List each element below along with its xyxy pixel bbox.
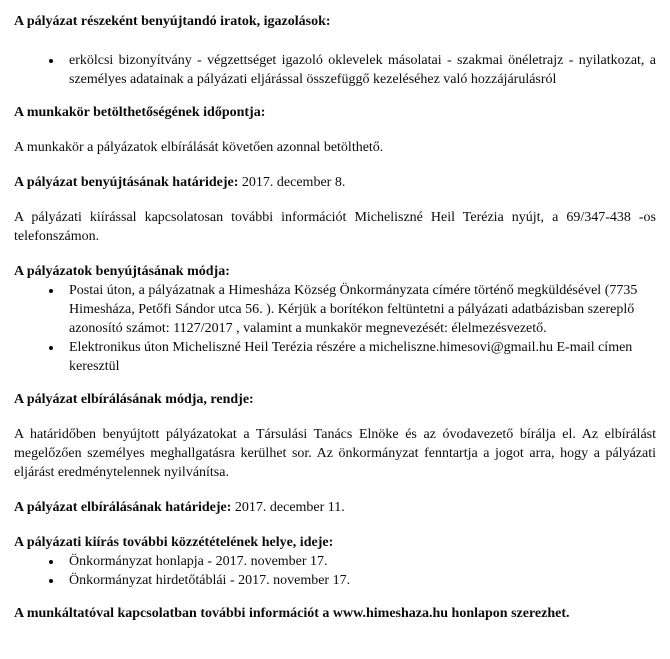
evaluation-deadline-line <box>14 498 656 517</box>
submission-deadline-line <box>14 173 656 192</box>
contact-info-text: A pályázati kiírással kapcsolatosan további információt Micheliszné Heil Terézia nyújt, a 69/347-438 -os telefonszámon. <box>14 210 656 244</box>
list-item: • Önkormányzat honlapja - 2017. november 17. <box>63 552 656 571</box>
section-heading-evaluation: A pályázat elbírálásának módja, rendje: <box>14 392 254 407</box>
evaluation-deadline-label: A pályázat elbírálásának határideje: <box>14 500 232 515</box>
submission-deadline-value: 2017. december 8. <box>238 175 346 190</box>
employer-info-text: A munkáltatóval kapcsolatban további információt a www.himeshaza.hu honlapon szerezhet. <box>14 606 570 621</box>
list-item: • Postai úton, a pályázatnak a Himesháza Község Önkormányzata címére történő megküldésével (7735 Himesháza, Petőfi Sándor utca 56. ). Kérjük a borítékon feltüntetni a pályázati adatbázisban szereplő azonosító számot: 1127/2017 , valamint a munkakör megnevezését: élelmezésvezető. <box>63 281 656 338</box>
publication-list <box>14 552 656 590</box>
submission-method-list <box>14 281 656 376</box>
list-item: • erkölcsi bizonyítvány - végzettséget igazoló oklevelek másolatai - szakmai önéletrajz - nyilatkozat, a személyes adatainak a pályázati eljárással összefüggő kezeléséhez való hozzájárulásról <box>63 51 656 89</box>
list-item: • Önkormányzat hirdetőtáblái - 2017. november 17. <box>63 571 656 590</box>
evaluation-text: A határidőben benyújtott pályázatokat a Társulási Tanács Elnöke és az óvodavezető bírálja el. Az elbírálást megelőzően személyes meghallgatásra kerülhet sor. Az önkormányzat fenntartja a jogot arra, hogy a pályázati eljárást eredménytelennek nyilvánítsa. <box>14 427 656 480</box>
section-heading-required-documents: A pályázat részeként benyújtandó iratok, igazolások: <box>14 14 331 29</box>
section-heading-position-start: A munkakör betölthetőségének időpontja: <box>14 105 266 120</box>
evaluation-deadline-value: 2017. december 11. <box>231 500 345 515</box>
list-item: • Elektronikus úton Micheliszné Heil Terézia részére a micheliszne.himesovi@gmail.hu E-mail címen keresztül <box>63 338 656 376</box>
submission-deadline-label: A pályázat benyújtásának határideje: <box>14 175 239 190</box>
position-start-text: A munkakör a pályázatok elbírálását követően azonnal betölthető. <box>14 140 384 155</box>
section-heading-submission-method: A pályázatok benyújtásának módja: <box>14 264 230 279</box>
required-documents-list <box>14 51 656 89</box>
section-heading-publication: A pályázati kiírás további közzétételének helye, ideje: <box>14 535 334 550</box>
